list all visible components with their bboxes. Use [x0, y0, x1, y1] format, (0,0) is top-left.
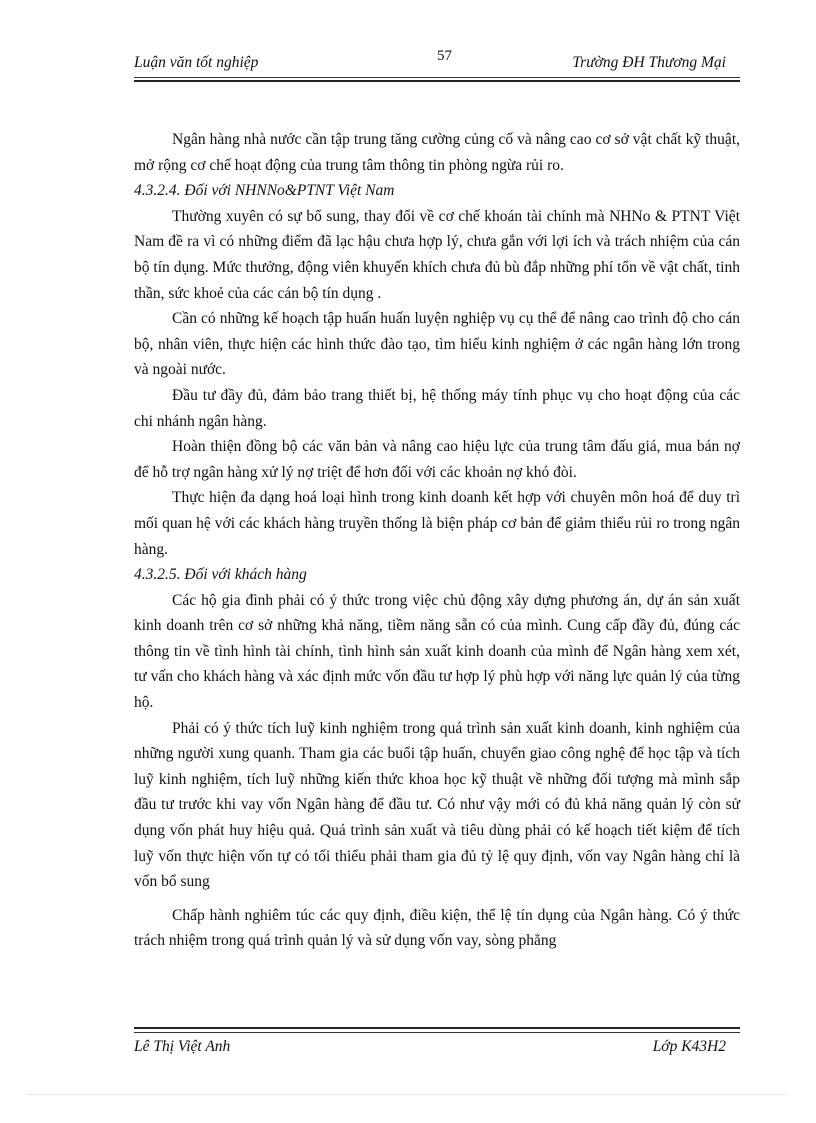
section-heading: 4.3.2.5. Đối với khách hàng [134, 566, 307, 584]
page-edge-dotted-line [28, 1094, 788, 1095]
page-body [134, 127, 740, 954]
paragraph: Phải có ý thức tích luỹ kinh nghiệm trong quá trình sản xuất kinh doanh, kinh nghiệm của những người xung quanh. Tham gia các buổi tập huấn, chuyển giao công nghệ để học tập và tích luỹ kinh nghiệm, tích luỹ những kiến thức khoa học kỹ thuật về những đối tượng mà mình sắp đầu tư trước khi vay vốn Ngân hàng để đầu tư. Có như vậy mới có đủ khả năng quản lý còn sử dụng vốn phát huy hiệu quả. Quá trình sản xuất và tiêu dùng phải có kế hoạch tiết kiệm để tích luỹ vốn thực hiện vốn tự có tối thiểu phải tham gia đủ tỷ lệ quy định, vốn vay Ngân hàng chỉ là vốn bổ sung [134, 719, 740, 891]
paragraph: Ngân hàng nhà nước cần tập trung tăng cường củng cố và nâng cao cơ sở vật chất kỹ thuật, mở rộng cơ chế hoạt động của trung tâm thông tin phòng ngừa rủi ro. [134, 131, 740, 174]
header-rule-thin [134, 77, 740, 78]
header-rule-thick [134, 80, 740, 82]
footer-rule-thin [134, 1032, 740, 1033]
paragraph: Hoàn thiện đồng bộ các văn bản và nâng cao hiệu lực của trung tâm đấu giá, mua bán nợ để hỗ trợ ngân hàng xử lý nợ triệt để hơn đối với các khoản nợ khó đòi. [134, 438, 740, 481]
paragraph: Cần có những kế hoạch tập huấn huấn luyện nghiệp vụ cụ thể để nâng cao trình độ cho cán bộ, nhân viên, thực hiện các hình thức đào tạo, tìm hiểu kinh nghiệm ở các ngân hàng lớn trong và ngoài nước. [134, 310, 740, 379]
footer-rule-thick [134, 1027, 740, 1029]
page-header [134, 48, 740, 74]
paragraph: Thường xuyên có sự bổ sung, thay đổi về cơ chế khoán tài chính mà NHNo & PTNT Việt Nam đề ra vì có những điểm đã lạc hậu chưa hợp lý, chưa gắn với lợi ích và trách nhiệm của cán bộ tín dụng. Mức thưởng, động viên khuyến khích chưa đủ bù đắp những phí tổn về vật chất, tinh thần, sức khoẻ của các cán bộ tín dụng . [134, 207, 740, 302]
paragraph: Thực hiện đa dạng hoá loại hình trong kinh doanh kết hợp với chuyên môn hoá để duy trì mối quan hệ với các khách hàng truyền thống là biện pháp cơ bản để giảm thiểu rủi ro trong ngân hàng. [134, 489, 740, 558]
footer-class: Lớp K43H2 [652, 1038, 726, 1055]
paragraph: Chấp hành nghiêm túc các quy định, điều kiện, thể lệ tín dụng của Ngân hàng. Có ý thức trách nhiệm trong quá trình quản lý và sử dụng vốn vay, sòng phẳng [134, 906, 740, 950]
page-number: 57 [437, 48, 452, 64]
footer-author: Lê Thị Việt Anh [134, 1038, 231, 1055]
paragraph: Các hộ gia đình phải có ý thức trong việc chủ động xây dựng phương án, dự án sản xuất kinh doanh trên cơ sở những khả năng, tiềm năng sẵn có của mình. Cung cấp đầy đủ, đúng các thông tin về tình hình tài chính, tình hình sản xuất kinh doanh của mình để Ngân hàng xem xét, tư vấn cho khách hàng và xác định mức vốn đầu tư hợp lý phù hợp với năng lực quản lý của từng hộ. [134, 591, 740, 712]
section-heading: 4.3.2.4. Đối với NHNNo&PTNT Việt Nam [134, 182, 395, 200]
header-school-name: Trường ĐH Thương Mại [572, 54, 726, 71]
paragraph: Đầu tư đầy đủ, đảm bảo trang thiết bị, hệ thống máy tính phục vụ cho hoạt động của các chi nhánh ngân hàng. [134, 386, 740, 430]
header-thesis-label: Luận văn tốt nghiệp [134, 54, 259, 71]
